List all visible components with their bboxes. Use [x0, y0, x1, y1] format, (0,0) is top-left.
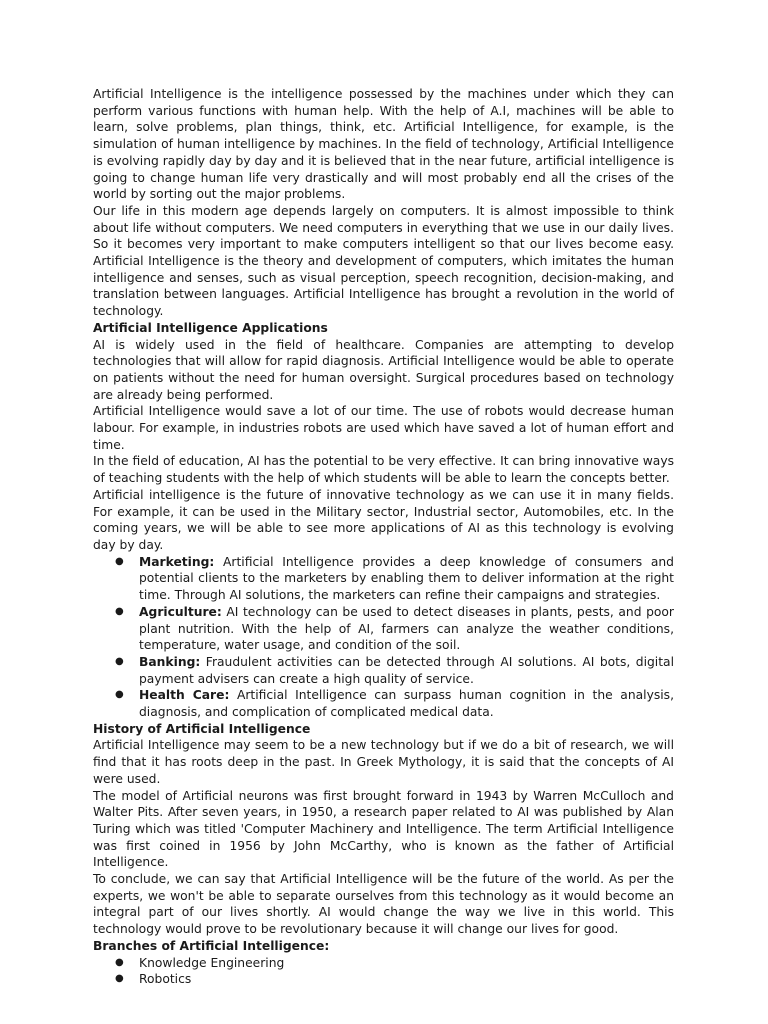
- history-paragraph-3: To conclude, we can say that Artificial Intelligence will be the future of the world. As per the experts, we won't be able to separate ourselves from this technology as it would become an integral part of our lives shortly. AI would change the way we live in this world. This technology would prove to be revolutionary because it will change our lives for good.: [93, 872, 674, 937]
- list-item: [93, 554, 674, 604]
- applications-paragraph-1: AI is widely used in the field of healthcare. Companies are attempting to develop technologies that will allow for rapid diagnosis. Artificial Intelligence would be able to operate on patients without the need for human oversight. Surgical procedures based on technology are already being performed.: [93, 337, 674, 402]
- applications-list: [93, 554, 674, 721]
- list-item: [93, 971, 674, 988]
- list-item: [93, 654, 674, 687]
- document-page: [93, 86, 674, 988]
- list-item-text: Fraudulent activities can be detected through AI solutions. AI bots, digital payment advisers can create a high quality of service.: [139, 654, 674, 686]
- list-item-term: Marketing:: [139, 554, 215, 569]
- bullet-icon: ●: [115, 605, 124, 617]
- list-item-term: Agriculture:: [139, 604, 222, 619]
- history-heading: History of Artificial Intelligence: [93, 721, 311, 736]
- branches-heading: Branches of Artificial Intelligence:: [93, 938, 330, 953]
- branches-list: [93, 955, 674, 988]
- list-item-term: Health Care:: [139, 688, 230, 703]
- applications-paragraph-3: In the field of education, AI has the potential to be very effective. It can bring innovative ways of teaching students with the help of which students will be able to learn the concepts better.: [93, 454, 674, 486]
- intro-paragraph-2: Our life in this modern age depends largely on computers. It is almost impossible to think about life without computers. We need computers in everything that we use in our daily lives. So it becomes very important to make computers intelligent so that our lives become easy. Artificial Intelligence is the theory and development of computers, which imitates the human intelligence and senses, such as visual perception, speech recognition, decision-making, and translation between languages. Artificial Intelligence has brought a revolution in the world of technology.: [93, 203, 674, 319]
- bullet-icon: ●: [115, 555, 124, 567]
- list-item: [93, 604, 674, 654]
- bullet-icon: ●: [115, 655, 124, 667]
- list-item-text: Knowledge Engineering: [139, 955, 285, 970]
- list-item-text: Artificial Intelligence can surpass human cognition in the analysis, diagnosis, and complication of complicated medical data.: [139, 688, 674, 720]
- applications-paragraph-2: Artificial Intelligence would save a lot of our time. The use of robots would decrease human labour. For example, in industries robots are used which have saved a lot of human effort and time.: [93, 404, 674, 452]
- intro-paragraph-1: Artificial Intelligence is the intelligence possessed by the machines under which they can perform various functions with human help. With the help of A.I, machines will be able to learn, solve problems, plan things, think, etc. Artificial Intelligence, for example, is the simulation of human intelligence by machines. In the field of technology, Artificial Intelligence is evolving rapidly day by day and it is believed that in the near future, artificial intelligence is going to change human life very drastically and will most probably end all the crises of the world by sorting out the major problems.: [93, 87, 674, 202]
- bullet-icon: ●: [115, 973, 124, 985]
- list-item-text: Robotics: [139, 972, 192, 987]
- list-item-text: Artificial Intelligence provides a deep knowledge of consumers and potential clients to the marketers by enabling them to deliver information at the right time. Through AI solutions, the marketers can refine their campaigns and strategies.: [139, 554, 674, 603]
- applications-heading: Artificial Intelligence Applications: [93, 320, 328, 335]
- list-item-term: Banking:: [139, 654, 201, 669]
- list-item: [93, 955, 674, 972]
- applications-paragraph-4: Artificial intelligence is the future of innovative technology as we can use it in many fields. For example, it can be used in the Military sector, Industrial sector, Automobiles, etc. In the coming years, we will be able to see more applications of AI as this technology is evolving day by day.: [93, 487, 674, 552]
- history-paragraph-2: The model of Artificial neurons was first brought forward in 1943 by Warren McCulloch and Walter Pits. After seven years, in 1950, a research paper related to AI was published by Alan Turing which was titled 'Computer Machinery and Intelligence. The term Artificial Intelligence was first coined in 1956 by John McCarthy, who is known as the father of Artificial Intelligence.: [93, 788, 674, 870]
- history-paragraph-1: Artificial Intelligence may seem to be a new technology but if we do a bit of research, we will find that it has roots deep in the past. In Greek Mythology, it is said that the concepts of AI were used.: [93, 738, 674, 786]
- list-item: [93, 687, 674, 720]
- list-item-text: AI technology can be used to detect diseases in plants, pests, and poor plant nutrition. With the help of AI, farmers can analyze the weather conditions, temperature, water usage, and condition of the soil.: [139, 604, 674, 653]
- bullet-icon: ●: [115, 689, 124, 701]
- bullet-icon: ●: [115, 956, 124, 968]
